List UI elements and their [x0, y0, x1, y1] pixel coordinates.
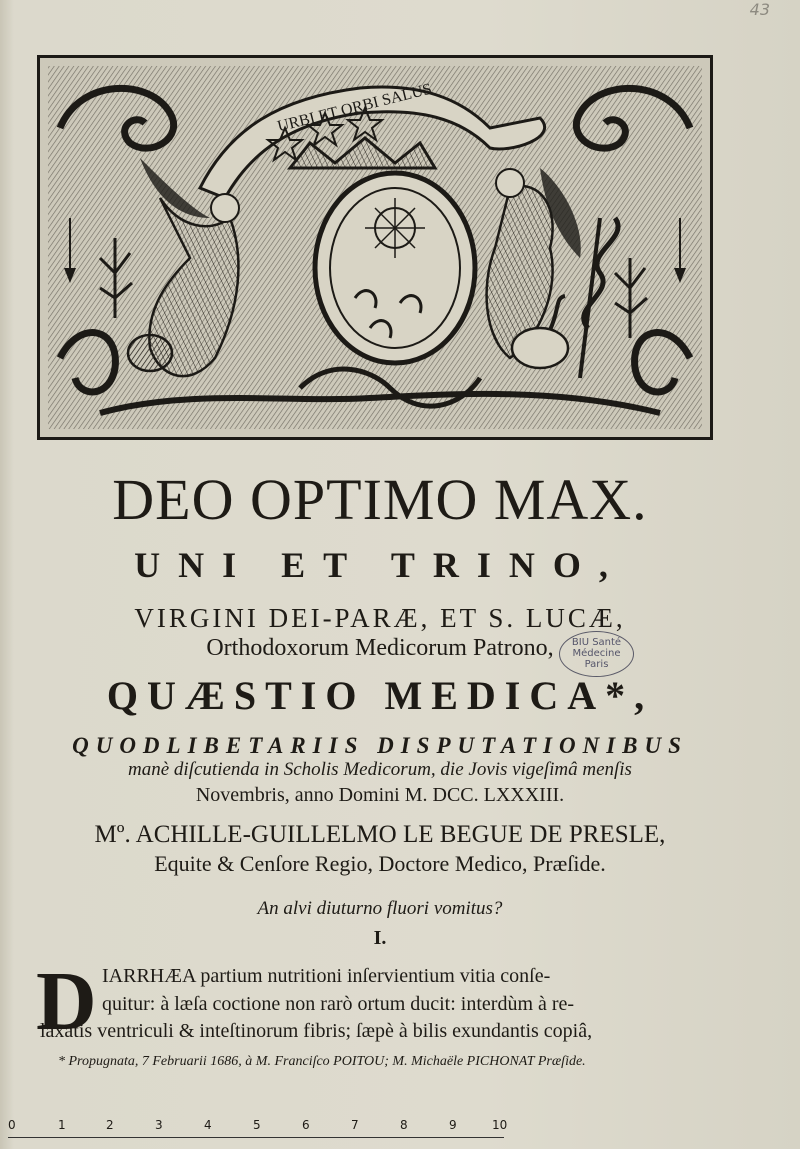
footnote: * Propugnata, 7 Februarii 1686, à M. Franciſco POITOU; M. Michaële PICHONAT Præſide. [58, 1054, 586, 1069]
ruler-label: 0 [8, 1118, 16, 1132]
ruler-label: 9 [449, 1118, 457, 1132]
ruler-label: 8 [400, 1118, 408, 1132]
stamp-line-3: Paris [584, 659, 609, 670]
title-quaestio: QUÆSTIO MEDICA*, [106, 673, 654, 718]
scale-ruler [8, 1118, 508, 1142]
title-date: Novembris, anno Domini M. DCC. LXXXIII. [195, 784, 565, 806]
title-trinity: UNI ET TRINO, [134, 545, 626, 585]
body-line-3: laxatis ventriculi & inteſtinorum fibris; ſæpè à bilis exundantis copiâ, [40, 1020, 593, 1042]
ruler-label: 4 [204, 1118, 212, 1132]
body-line-1: IARRHÆA partium nutritioni inſervientium vitia conſe- [102, 965, 551, 987]
ruler-label: 2 [106, 1118, 114, 1132]
ruler-label: 1 [58, 1118, 66, 1132]
body-line-2: quitur: à læſa coctione non rarò ortum ducit: interdùm à re- [102, 993, 575, 1015]
engraving-illustration [37, 55, 713, 440]
library-stamp [559, 631, 634, 677]
title-disputationibus: QUODLIBETARIIS DISPUTATIONIBUS [72, 733, 688, 758]
stamp-line-2: Médecine [572, 648, 621, 659]
ruler-label: 6 [302, 1118, 310, 1132]
stamp-line-1: BIU Santé [571, 637, 622, 648]
section-number: I. [373, 927, 387, 949]
title-dedication: DEO OPTIMO MAX. [112, 467, 648, 532]
ruler-label: 7 [351, 1118, 359, 1132]
title-virgin: VIRGINI DEI-PARÆ, ET S. LUCÆ, [134, 603, 626, 633]
banner-text: URBI ET ORBI SALUS [275, 80, 434, 136]
ruler-label: 3 [155, 1118, 163, 1132]
title-president-name: Mº. ACHILLE-GUILLELMO LE BEGUE DE PRESLE, [94, 821, 666, 848]
title-discutienda: manè diſcutienda in Scholis Medicorum, die Jovis vigeſimâ menſis [128, 759, 632, 780]
ruler-label: 5 [253, 1118, 261, 1132]
question-heading: An alvi diuturno fluori vomitus? [257, 898, 503, 919]
title-patron: Orthodoxorum Medicorum Patrono, [206, 635, 554, 661]
page-number: 43 [749, 0, 770, 19]
title-president-titles: Equite & Cenſore Regio, Doctore Medico, Præſide. [154, 851, 606, 876]
drop-cap: D [36, 955, 97, 1048]
ruler-bar [8, 1137, 504, 1138]
ruler-label: 10 [492, 1118, 508, 1132]
